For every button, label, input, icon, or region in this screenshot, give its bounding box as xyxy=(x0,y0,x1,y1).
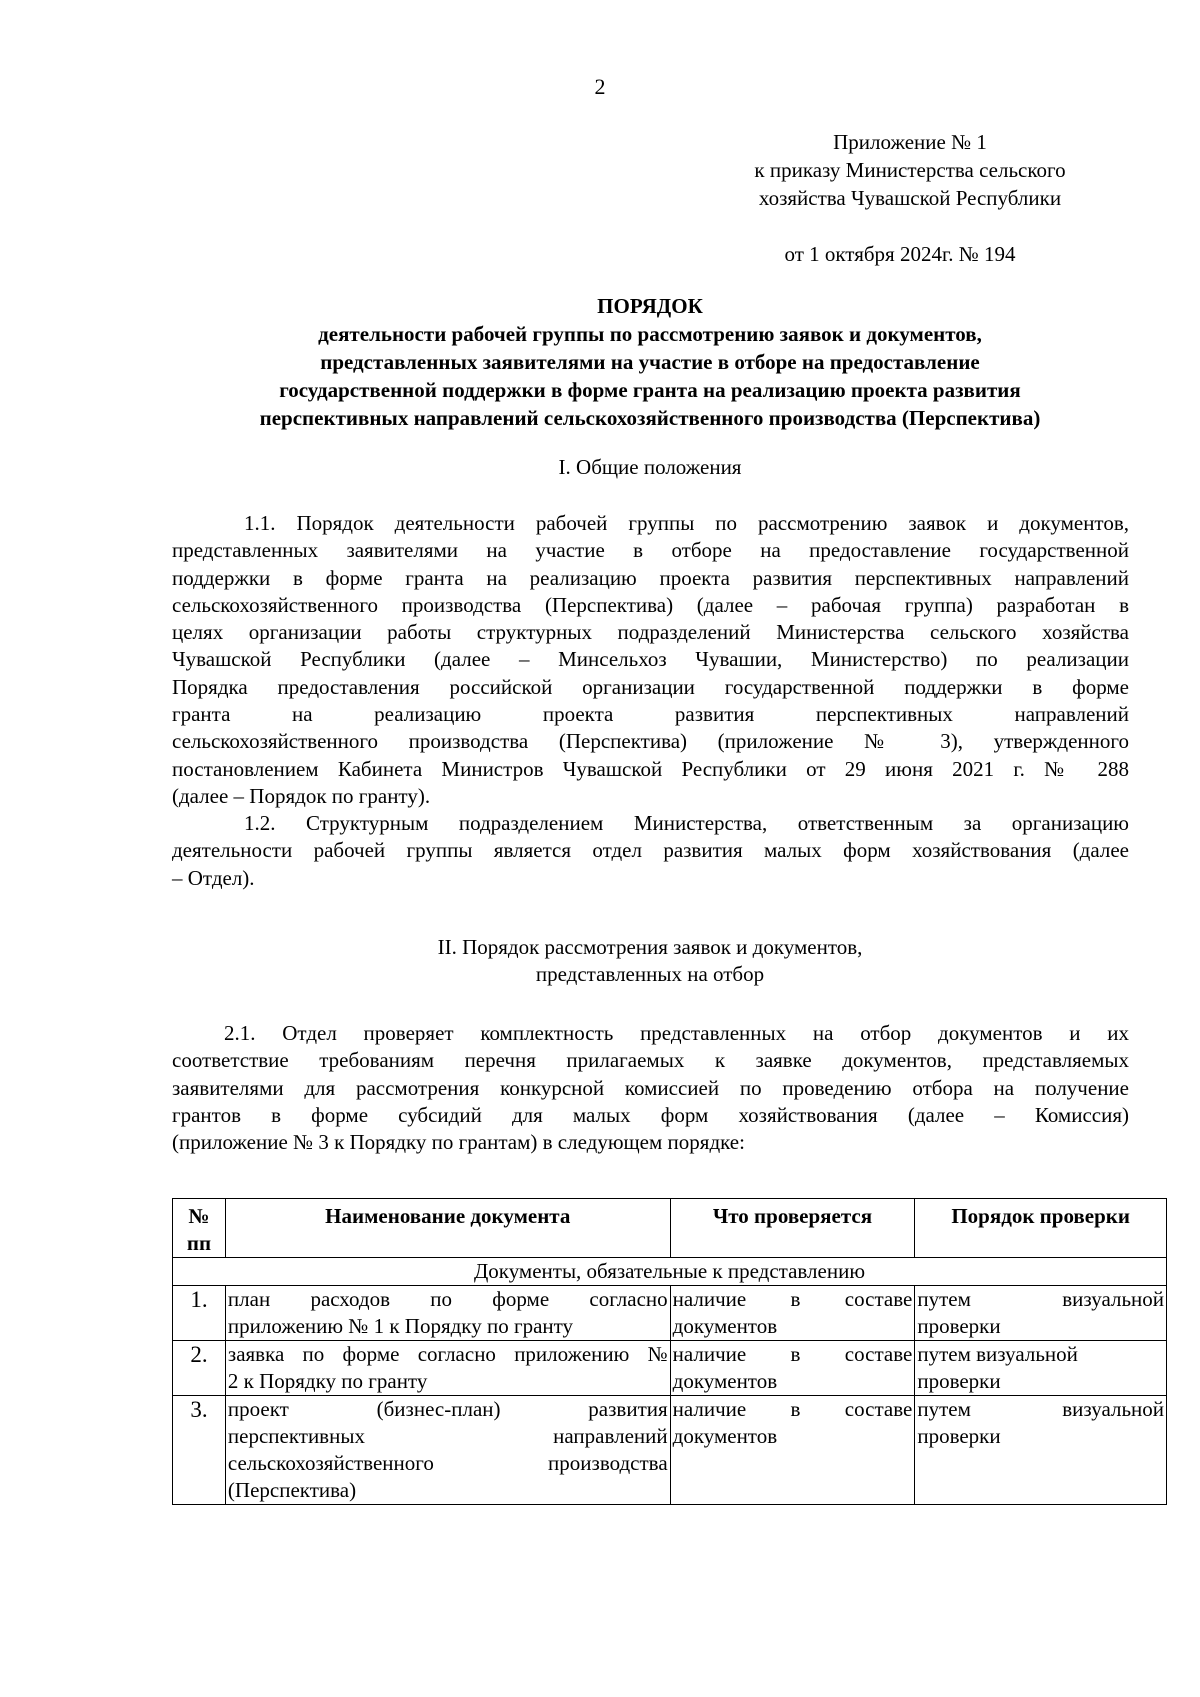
cell-line: приложению № 1 к Порядку по гранту xyxy=(227,1314,574,1338)
title-line: государственной поддержки в форме гранта на реализацию проекта развития xyxy=(279,378,1021,402)
row-document-name xyxy=(225,1341,670,1396)
paragraph-line: грантов в форме субсидий для малых форм хозяйствования (далее – Комиссия) xyxy=(172,1102,1129,1127)
table-group-row xyxy=(173,1258,1167,1286)
header-document-name: Наименование документа xyxy=(225,1199,670,1258)
paragraph-line: Чувашской Республики (далее – Минсельхоз Чувашии, Министерство) по реализации xyxy=(172,647,1129,672)
cell-line: план расходов по форме согласно xyxy=(227,1287,668,1311)
row-check-procedure xyxy=(915,1396,1167,1505)
appendix-line: к приказу Министерства сельского xyxy=(754,158,1066,182)
paragraph-line: сельскохозяйственного производства (Перспектива) (далее – рабочая группа) разработан в xyxy=(172,592,1129,617)
title-heading: ПОРЯДОК xyxy=(597,294,703,318)
appendix-line: Приложение № 1 xyxy=(833,130,987,154)
cell-line: наличие в составе xyxy=(672,1397,913,1421)
paragraph-line: сельскохозяйственного производства (Перспектива) (приложение № 3), утвержденного xyxy=(172,729,1129,754)
title-line: представленных заявителями на участие в отборе на предоставление xyxy=(320,350,980,374)
cell-line: (Перспектива) xyxy=(227,1478,357,1502)
section-heading-line: представленных на отбор xyxy=(535,962,765,986)
cell-line: заявка по форме согласно приложению № xyxy=(227,1342,668,1366)
row-what-checked xyxy=(670,1396,915,1505)
table-row xyxy=(173,1396,1167,1505)
cell-line: проект (бизнес-план) развития xyxy=(227,1397,668,1421)
header-num-line: № xyxy=(188,1204,210,1228)
header-what-checked: Что проверяется xyxy=(670,1199,915,1258)
title-line: деятельности рабочей группы по рассмотрению заявок и документов, xyxy=(318,322,982,346)
cell-line: проверки xyxy=(917,1314,1001,1338)
paragraph-line: постановлением Кабинета Министров Чувашской Республики от 29 июня 2021 г. № 288 xyxy=(172,756,1129,781)
paragraph-line: целях организации работы структурных подразделений Министерства сельского хозяйства xyxy=(172,620,1129,645)
paragraph-line: гранта на реализацию проекта развития перспективных направлений xyxy=(172,702,1129,727)
paragraph-line: 2.1. Отдел проверяет комплектность представленных на отбор документов и их xyxy=(224,1021,1129,1045)
section-heading-line: II. Порядок рассмотрения заявок и документов, xyxy=(437,935,863,959)
cell-line: проверки xyxy=(917,1424,1001,1448)
table-row xyxy=(173,1341,1167,1396)
row-number: 2. xyxy=(173,1341,226,1396)
paragraph-line: соответствие требованиям перечня прилагаемых к заявке документов, представляемых xyxy=(172,1048,1129,1073)
paragraph-line: 1.2. Структурным подразделением Министерства, ответственным за организацию xyxy=(244,811,1129,835)
cell-line: наличие в составе xyxy=(672,1287,913,1311)
table-header-row xyxy=(173,1199,1167,1258)
cell-line: сельскохозяйственного производства xyxy=(227,1451,668,1475)
document-title xyxy=(170,292,1130,432)
paragraph-line: 1.1. Порядок деятельности рабочей группы по рассмотрению заявок и документов, xyxy=(244,511,1129,535)
row-number: 3. xyxy=(173,1396,226,1505)
row-number: 1. xyxy=(173,1286,226,1341)
cell-line: 2 к Порядку по гранту xyxy=(227,1369,428,1393)
group-label: Документы, обязательные к представлению xyxy=(173,1258,1167,1286)
title-line: перспективных направлений сельскохозяйственного производства (Перспектива) xyxy=(259,406,1041,430)
page-number: 2 xyxy=(594,74,606,99)
paragraph-2-1 xyxy=(172,1020,1129,1156)
paragraph-line: представленных заявителями на участие в отборе на предоставление государственной xyxy=(172,538,1129,563)
paragraph-1-2 xyxy=(172,810,1129,892)
cell-line: путем визуальной xyxy=(917,1342,1078,1366)
header-num-line: пп xyxy=(186,1231,212,1255)
row-check-procedure xyxy=(915,1341,1167,1396)
row-what-checked xyxy=(670,1341,915,1396)
paragraph-line: поддержки в форме гранта на реализацию проекта развития перспективных направлений xyxy=(172,565,1129,590)
row-document-name xyxy=(225,1286,670,1341)
row-check-procedure xyxy=(915,1286,1167,1341)
paragraph-line: – Отдел). xyxy=(172,865,255,890)
cell-line: наличие в составе xyxy=(672,1342,913,1366)
header-num xyxy=(173,1199,226,1258)
section-1-heading xyxy=(170,454,1130,481)
cell-line: проверки xyxy=(917,1369,1001,1393)
row-what-checked xyxy=(670,1286,915,1341)
cell-line: документов xyxy=(672,1369,778,1393)
table-row xyxy=(173,1286,1167,1341)
paragraph-line: (далее – Порядок по гранту). xyxy=(172,783,431,808)
paragraph-line: Порядка предоставления российской организации государственной поддержки в форме xyxy=(172,674,1129,699)
cell-line: путем визуальной xyxy=(917,1287,1164,1311)
header-check-procedure: Порядок проверки xyxy=(915,1199,1167,1258)
order-date: от 1 октября 2024г. № 194 xyxy=(784,242,1016,266)
row-document-name xyxy=(225,1396,670,1505)
section-2-heading xyxy=(170,934,1130,988)
cell-line: документов xyxy=(672,1314,778,1338)
appendix-header xyxy=(720,128,1100,212)
section-heading-line: I. Общие положения xyxy=(558,455,742,479)
paragraph-line: заявителями для рассмотрения конкурсной комиссией по проведению отбора на получение xyxy=(172,1075,1129,1100)
cell-line: перспективных направлений xyxy=(227,1424,668,1448)
documents-table xyxy=(172,1198,1167,1505)
appendix-line: хозяйства Чувашской Республики xyxy=(758,186,1062,210)
cell-line: путем визуальной xyxy=(917,1397,1164,1421)
paragraph-line: деятельности рабочей группы является отдел развития малых форм хозяйствования (далее xyxy=(172,838,1129,863)
paragraph-1-1 xyxy=(172,510,1129,810)
cell-line: документов xyxy=(672,1424,778,1448)
paragraph-line: (приложение № 3 к Порядку по грантам) в следующем порядке: xyxy=(172,1130,745,1155)
